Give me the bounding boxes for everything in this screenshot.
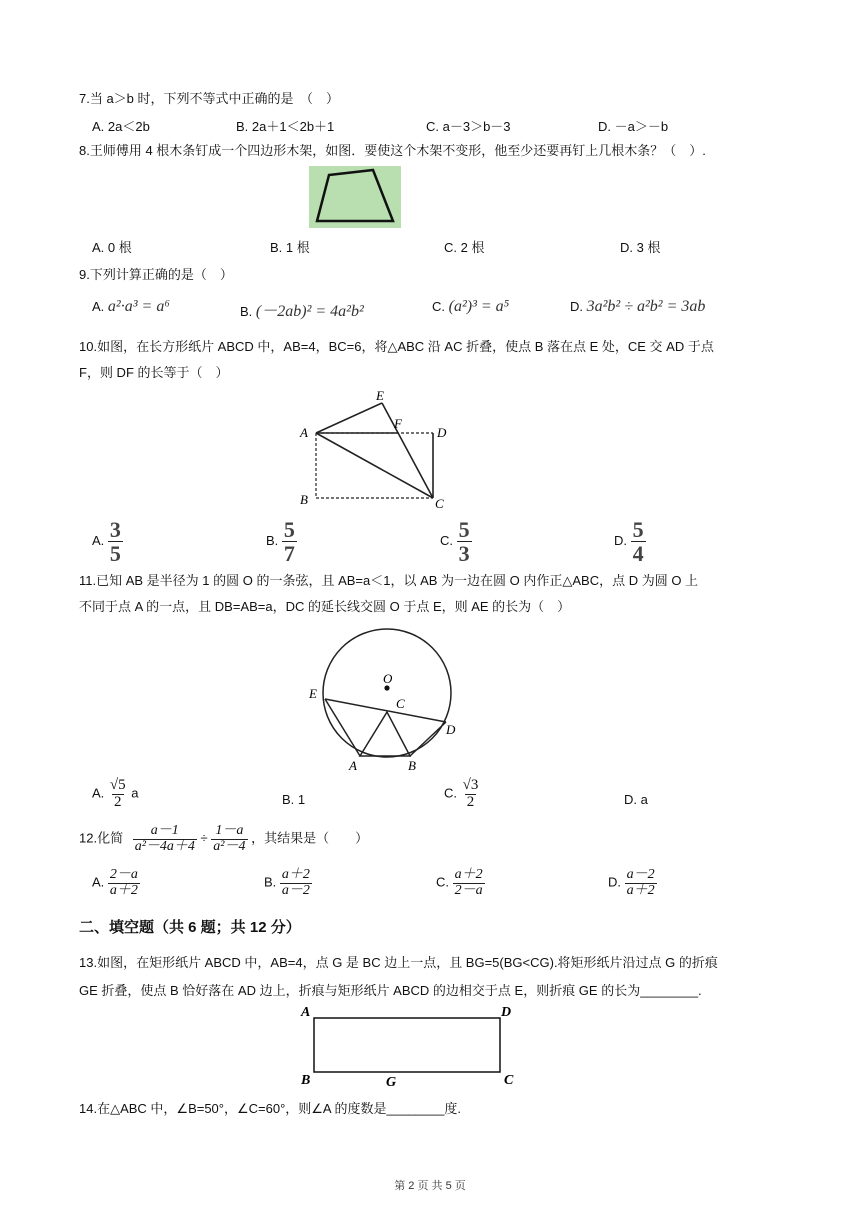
q10-option-d-num: 5 [632, 517, 644, 542]
q10-option-d-letter: D. [614, 533, 627, 549]
q10-option-b [266, 518, 297, 565]
q10-label-d: D [437, 425, 447, 440]
q9-option-a [92, 298, 170, 316]
q7-stem: 7.当 a＞b 时，下列不等式中正确的是 （ ） [79, 91, 340, 106]
q12-option-d-letter: D. [608, 874, 621, 890]
q12-expr1-den: a²－4a＋4 [134, 838, 195, 854]
q11-option-c-den: 2 [466, 793, 475, 810]
q13-label-c: C [504, 1073, 514, 1088]
q10-option-c-num: 5 [458, 517, 470, 542]
q12-option-b-letter: B. [264, 874, 277, 890]
q9-option-b-letter: B. [240, 304, 253, 319]
q10-option-c-letter: C. [440, 533, 453, 549]
q10-option-b-den: 7 [283, 541, 295, 567]
q11-option-d [624, 792, 648, 807]
q11-option-b [282, 792, 305, 807]
q12-option-d-den: a＋2 [626, 882, 655, 898]
q11-stem-line2: 不同于点 A 的一点，且 DB=AB=a，DC 的延长线交圆 O 于点 E，则 AE 的长为（ ） [79, 599, 571, 614]
q10-stem-line2: F，则 DF 的长等于（ ） [79, 365, 229, 380]
q11-label-d: D [446, 722, 456, 737]
q10-label-c: C [435, 496, 444, 510]
q12-option-a [92, 868, 140, 898]
q11-stem-line1: 11.已知 AB 是半径为 1 的圆 O 的一条弦，且 AB=a＜1，以 AB 为一边在圆 O 内作正△ABC，点 D 为圆 O 上 [79, 573, 699, 588]
q9-option-c-letter: C. [432, 299, 445, 314]
q8-option-c: C. 2 根 [444, 240, 485, 255]
q11-option-a [92, 778, 139, 811]
q11-label-o: O [383, 671, 393, 686]
q12-stem-prefix: 12.化简 [79, 830, 124, 846]
q10-label-b: B [300, 492, 308, 507]
q9-option-a-math: a²·a³ = a⁶ [107, 298, 170, 315]
q12-option-a-letter: A. [92, 874, 105, 890]
q10-label-f: F [394, 416, 402, 431]
q9-option-d-letter: D. [570, 299, 583, 314]
q11-option-b-letter: B. [282, 792, 295, 807]
q10-option-a-num: 3 [109, 517, 121, 542]
q10-label-a: A [300, 425, 308, 440]
q9-option-a-letter: A. [92, 299, 105, 314]
q13-label-d: D [501, 1005, 512, 1020]
q7-option-d: D. －a＞－b [598, 119, 669, 134]
q10-option-c [440, 518, 472, 565]
q8-option-a: A. 0 根 [92, 240, 132, 255]
q7-option-a: A. 2a＜2b [92, 119, 150, 134]
q10-option-a [92, 518, 123, 565]
q11-label-a: A [349, 758, 357, 773]
q12-option-d-num: a－2 [626, 867, 655, 882]
q11-option-c-letter: C. [444, 785, 457, 801]
q7-option-c: C. a－3＞b－3 [426, 119, 511, 134]
q10-rectangle-fold-figure [296, 386, 456, 510]
page-footer: 第 2 页 共 5 页 [394, 1180, 466, 1192]
q12-option-b [264, 868, 312, 898]
q14-stem: 14.在△ABC 中，∠B=50°，∠C=60°，则∠A 的度数是________度. [79, 1101, 461, 1116]
q9-stem: 9.下列计算正确的是（ ） [79, 267, 233, 282]
q11-center-point [384, 685, 389, 690]
q11-equilateral-triangle [360, 712, 410, 756]
q11-option-b-value: 1 [297, 792, 306, 807]
q9-option-b [240, 298, 364, 321]
q12-option-a-den: a＋2 [109, 882, 138, 898]
q13-label-a: A [301, 1005, 311, 1020]
q11-segment-ea [325, 699, 360, 756]
q13-label-b: B [301, 1073, 311, 1088]
q13-stem-line1: 13.如图，在矩形纸片 ABCD 中，AB=4，点 G 是 BC 边上一点，且 BG=5(BG<CG).将矩形纸片沿过点 G 的折痕 [79, 955, 718, 970]
q12-expr2-num: 1－a [215, 823, 244, 838]
q11-option-a-letter: A. [92, 785, 105, 801]
q10-option-d [614, 518, 646, 565]
q9-option-d-math: 3a²b² ÷ a²b² = 3ab [586, 298, 706, 315]
q11-option-c [444, 778, 480, 811]
q8-stem: 8.王师傅用 4 根木条钉成一个四边形木架，如图．要使这个木架不变形，他至少还要再钉上几根木条？（ ）. [79, 143, 706, 158]
q12-stem [79, 824, 368, 854]
q11-option-a-num: √5 [109, 777, 126, 793]
q10-option-a-den: 5 [109, 541, 121, 567]
q12-option-b-den: a－2 [281, 882, 310, 898]
q9-option-d [570, 298, 705, 316]
q13-rectangle-figure [296, 1002, 526, 1088]
q12-option-c [436, 868, 485, 898]
q11-option-a-den: 2 [114, 793, 122, 810]
q8-option-b: B. 1 根 [270, 240, 310, 255]
section-heading-fill-in: 二、填空题（共 6 题；共 12 分） [79, 919, 301, 936]
q9-option-c [432, 298, 509, 316]
q12-option-c-letter: C. [436, 874, 449, 890]
q11-label-b: B [408, 758, 416, 773]
q12-option-c-num: a＋2 [454, 867, 483, 882]
q12-option-c-den: 2－a [454, 882, 483, 898]
q12-divide-sign: ÷ [200, 830, 208, 846]
q10-segment-ae [316, 403, 382, 433]
q11-option-c-num: √3 [462, 777, 479, 793]
q11-option-a-suffix: a [131, 785, 139, 801]
q10-option-d-den: 4 [632, 541, 644, 567]
q12-stem-suffix: ，其结果是（ ） [251, 830, 369, 846]
q11-circle-o [323, 629, 451, 757]
q12-option-a-num: 2－a [109, 867, 138, 882]
q10-option-a-letter: A. [92, 533, 105, 549]
q11-segment-ed [325, 699, 446, 722]
q12-option-d [608, 868, 657, 898]
q11-circle-figure [300, 620, 470, 776]
q8-option-d: D. 3 根 [620, 240, 661, 255]
q11-segment-bd [410, 722, 446, 756]
q9-option-c-math: (a²)³ = a⁵ [448, 298, 510, 315]
q9-option-b-math: (－2ab)² = 4a²b² [255, 303, 364, 320]
q11-option-d-value: a [640, 792, 648, 807]
q11-label-c: C [396, 696, 405, 711]
q13-stem-line2: GE 折叠，使点 B 恰好落在 AD 边上，折痕与矩形纸片 ABCD 的边相交于点 E，则折痕 GE 的长为________. [79, 983, 702, 998]
q7-option-b: B. 2a＋1＜2b＋1 [236, 119, 335, 134]
q13-label-g: G [386, 1075, 397, 1088]
q10-option-c-den: 3 [458, 541, 470, 567]
q12-option-b-num: a＋2 [281, 867, 310, 882]
q12-expr2-den: a²－4 [213, 838, 246, 854]
q10-option-b-letter: B. [266, 533, 279, 549]
q13-rectangle-abcd [314, 1018, 500, 1072]
q10-label-e: E [376, 388, 384, 403]
q10-option-b-num: 5 [283, 517, 295, 542]
q10-stem-line1: 10.如图，在长方形纸片 ABCD 中，AB=4，BC=6，将△ABC 沿 AC 折叠，使点 B 落在点 E 处，CE 交 AD 于点 [79, 339, 714, 354]
q8-quadrilateral-figure [309, 166, 401, 228]
q11-option-d-letter: D. [624, 792, 637, 807]
q11-label-e: E [309, 686, 317, 701]
q12-expr1-num: a－1 [150, 823, 179, 838]
